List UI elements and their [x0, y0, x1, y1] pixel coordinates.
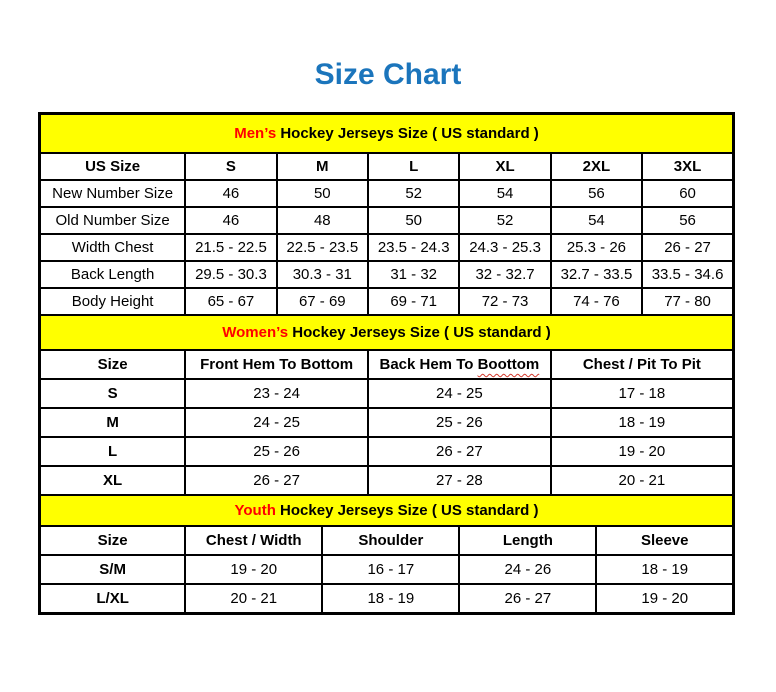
row-label: L	[40, 437, 186, 466]
cell: 54	[459, 180, 550, 207]
mens-col-header-l: L	[368, 153, 459, 180]
size-chart-table	[38, 112, 735, 615]
youth-section-title-accent: Youth	[234, 502, 276, 519]
cell: 19 - 20	[185, 555, 322, 584]
mens-row-new-number-size	[40, 180, 734, 207]
womens-row-l	[40, 437, 734, 466]
row-label: S	[40, 379, 186, 408]
cell: 24 - 25	[368, 379, 551, 408]
cell: 18 - 19	[596, 555, 733, 584]
cell: 26 - 27	[642, 234, 733, 261]
back-hem-misspelled-word: Boottom	[477, 356, 540, 373]
row-label: Old Number Size	[40, 207, 186, 234]
cell: 56	[642, 207, 733, 234]
cell: 46	[185, 207, 276, 234]
mens-col-header-3xl: 3XL	[642, 153, 733, 180]
cell: 60	[642, 180, 733, 207]
mens-column-header-row	[40, 153, 734, 180]
mens-row-back-length	[40, 261, 734, 288]
row-label: Body Height	[40, 288, 186, 315]
row-label: New Number Size	[40, 180, 186, 207]
cell: 19 - 20	[551, 437, 734, 466]
cell: 20 - 21	[185, 584, 322, 614]
cell: 29.5 - 30.3	[185, 261, 276, 288]
cell: 25.3 - 26	[551, 234, 642, 261]
row-label: Width Chest	[40, 234, 186, 261]
youth-row-sm	[40, 555, 734, 584]
cell: 65 - 67	[185, 288, 276, 315]
youth-section-header-row	[40, 495, 734, 526]
cell: 24 - 25	[185, 408, 368, 437]
cell: 17 - 18	[551, 379, 734, 408]
page-title: Size Chart	[314, 58, 462, 91]
youth-col-header-shoulder: Shoulder	[322, 526, 459, 555]
mens-section-title-accent: Men’s	[234, 125, 277, 142]
cell: 27 - 28	[368, 466, 551, 495]
cell: 74 - 76	[551, 288, 642, 315]
youth-section-header	[40, 495, 734, 526]
cell: 67 - 69	[277, 288, 368, 315]
womens-row-xl	[40, 466, 734, 495]
cell: 20 - 21	[551, 466, 734, 495]
mens-col-header-us-size: US Size	[40, 153, 186, 180]
cell: 24.3 - 25.3	[459, 234, 550, 261]
womens-row-s	[40, 379, 734, 408]
cell: 69 - 71	[368, 288, 459, 315]
mens-section-header	[40, 114, 734, 154]
cell: 54	[551, 207, 642, 234]
youth-col-header-chest-width: Chest / Width	[185, 526, 322, 555]
cell: 32.7 - 33.5	[551, 261, 642, 288]
cell: 22.5 - 23.5	[277, 234, 368, 261]
cell: 33.5 - 34.6	[642, 261, 733, 288]
row-label: XL	[40, 466, 186, 495]
mens-col-header-xl: XL	[459, 153, 550, 180]
mens-col-header-2xl: 2XL	[551, 153, 642, 180]
mens-row-old-number-size	[40, 207, 734, 234]
womens-section-header	[40, 315, 734, 350]
cell: 52	[459, 207, 550, 234]
mens-section-title-rest: Hockey Jerseys Size ( US standard )	[280, 125, 539, 142]
cell: 48	[277, 207, 368, 234]
row-label: S/M	[40, 555, 186, 584]
cell: 50	[277, 180, 368, 207]
youth-column-header-row	[40, 526, 734, 555]
cell: 19 - 20	[596, 584, 733, 614]
cell: 26 - 27	[459, 584, 596, 614]
cell: 72 - 73	[459, 288, 550, 315]
cell: 56	[551, 180, 642, 207]
cell: 18 - 19	[322, 584, 459, 614]
cell: 25 - 26	[368, 408, 551, 437]
mens-col-header-m: M	[277, 153, 368, 180]
womens-column-header-row	[40, 350, 734, 379]
cell: 18 - 19	[551, 408, 734, 437]
womens-section-title-accent: Women’s	[222, 324, 289, 341]
back-hem-prefix: Back Hem To	[379, 356, 474, 373]
row-label: L/XL	[40, 584, 186, 614]
womens-row-m	[40, 408, 734, 437]
cell: 26 - 27	[185, 466, 368, 495]
cell: 77 - 80	[642, 288, 733, 315]
womens-col-header-back-hem	[368, 350, 551, 379]
mens-section-header-row	[40, 114, 734, 154]
womens-section-header-row	[40, 315, 734, 350]
youth-col-header-sleeve: Sleeve	[596, 526, 733, 555]
cell: 50	[368, 207, 459, 234]
youth-col-header-length: Length	[459, 526, 596, 555]
cell: 32 - 32.7	[459, 261, 550, 288]
youth-row-lxl	[40, 584, 734, 614]
womens-col-header-chest: Chest / Pit To Pit	[551, 350, 734, 379]
womens-col-header-size: Size	[40, 350, 186, 379]
cell: 23.5 - 24.3	[368, 234, 459, 261]
cell: 46	[185, 180, 276, 207]
cell: 21.5 - 22.5	[185, 234, 276, 261]
cell: 31 - 32	[368, 261, 459, 288]
mens-row-width-chest	[40, 234, 734, 261]
cell: 23 - 24	[185, 379, 368, 408]
youth-col-header-size: Size	[40, 526, 186, 555]
cell: 26 - 27	[368, 437, 551, 466]
cell: 30.3 - 31	[277, 261, 368, 288]
cell: 52	[368, 180, 459, 207]
youth-section-title-rest: Hockey Jerseys Size ( US standard )	[280, 502, 539, 519]
mens-col-header-s: S	[185, 153, 276, 180]
row-label: Back Length	[40, 261, 186, 288]
womens-col-header-front-hem: Front Hem To Bottom	[185, 350, 368, 379]
cell: 16 - 17	[322, 555, 459, 584]
cell: 24 - 26	[459, 555, 596, 584]
womens-section-title-rest: Hockey Jerseys Size ( US standard )	[292, 324, 551, 341]
cell: 25 - 26	[185, 437, 368, 466]
mens-row-body-height	[40, 288, 734, 315]
row-label: M	[40, 408, 186, 437]
